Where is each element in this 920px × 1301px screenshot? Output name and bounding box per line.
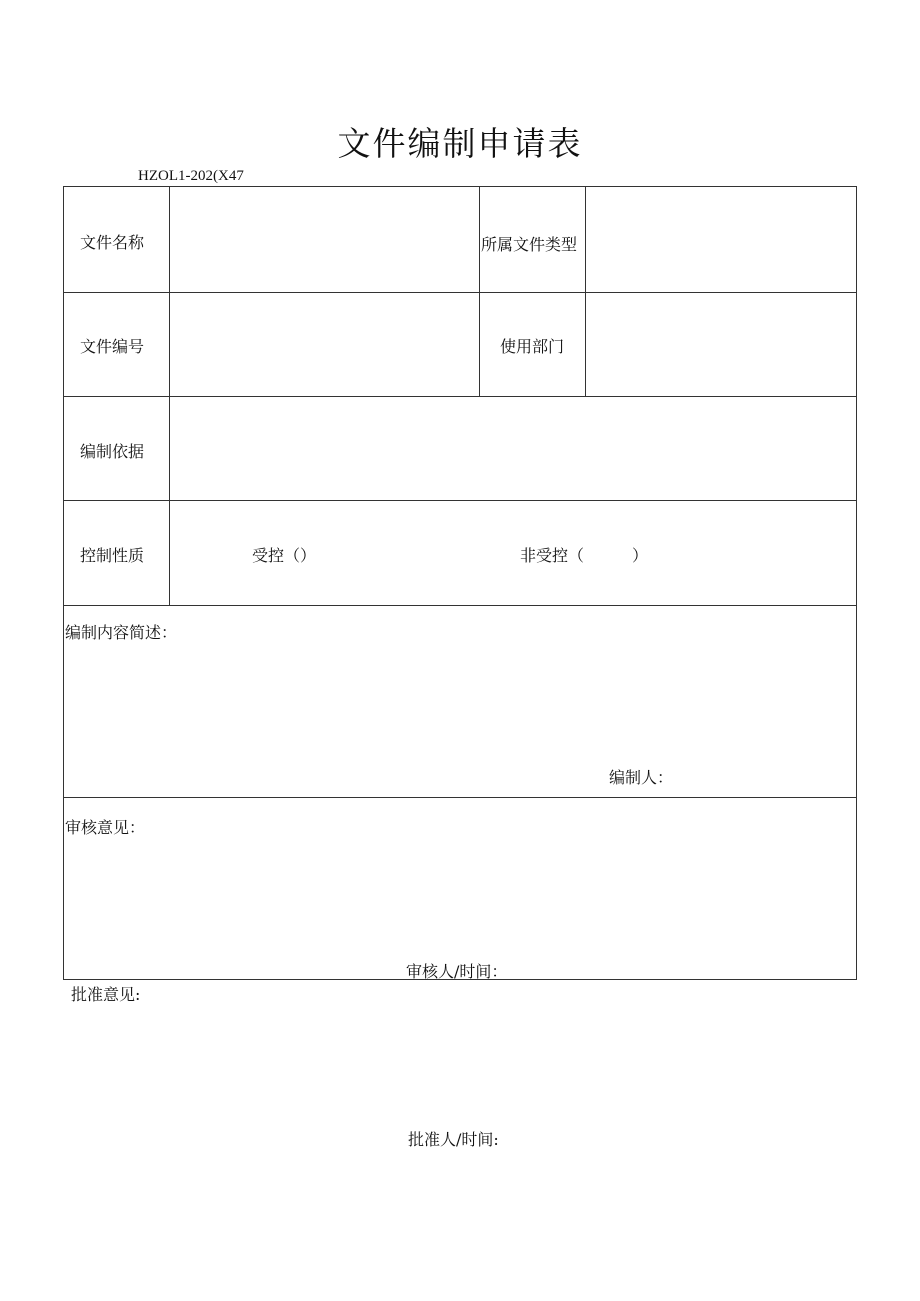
basis-label: 编制依据 xyxy=(80,442,145,461)
column-divider xyxy=(479,187,480,396)
page-title: 文件编制申请表 xyxy=(337,124,583,163)
row-divider xyxy=(64,292,856,293)
file-type-label: 所属文件类型 xyxy=(481,235,578,254)
application-form xyxy=(63,186,857,980)
summary-label: 编制内容简述： xyxy=(65,623,178,642)
reviewer-label: 审核人/时间： xyxy=(406,962,508,981)
row-divider xyxy=(64,797,856,798)
approver-label: 批准人/时间: xyxy=(408,1130,499,1149)
file-number-label: 文件编号 xyxy=(80,337,145,356)
review-field[interactable] xyxy=(66,837,854,947)
column-divider xyxy=(585,187,586,396)
file-type-field[interactable] xyxy=(587,188,855,291)
control-label: 控制性质 xyxy=(80,546,145,565)
approval-opinion-field[interactable] xyxy=(71,1008,851,1118)
file-number-field[interactable] xyxy=(171,294,478,395)
department-label: 使用部门 xyxy=(500,337,565,356)
department-field[interactable] xyxy=(587,294,855,395)
summary-field[interactable] xyxy=(66,642,854,762)
document-code: HZOL1-202(X47 xyxy=(138,168,244,184)
row-divider xyxy=(64,605,856,606)
row-divider xyxy=(64,500,856,501)
file-name-label: 文件名称 xyxy=(80,233,145,252)
file-name-field[interactable] xyxy=(171,188,478,291)
basis-field[interactable] xyxy=(171,398,855,499)
review-label: 审核意见： xyxy=(65,818,146,837)
controlled-option[interactable]: 受控（） xyxy=(252,546,317,565)
row-divider xyxy=(64,396,856,397)
approval-opinion-label: 批准意见: xyxy=(71,985,141,1004)
uncontrolled-option[interactable]: 非受控（ ） xyxy=(520,546,649,565)
author-label: 编制人： xyxy=(609,768,674,787)
column-divider xyxy=(169,187,170,605)
